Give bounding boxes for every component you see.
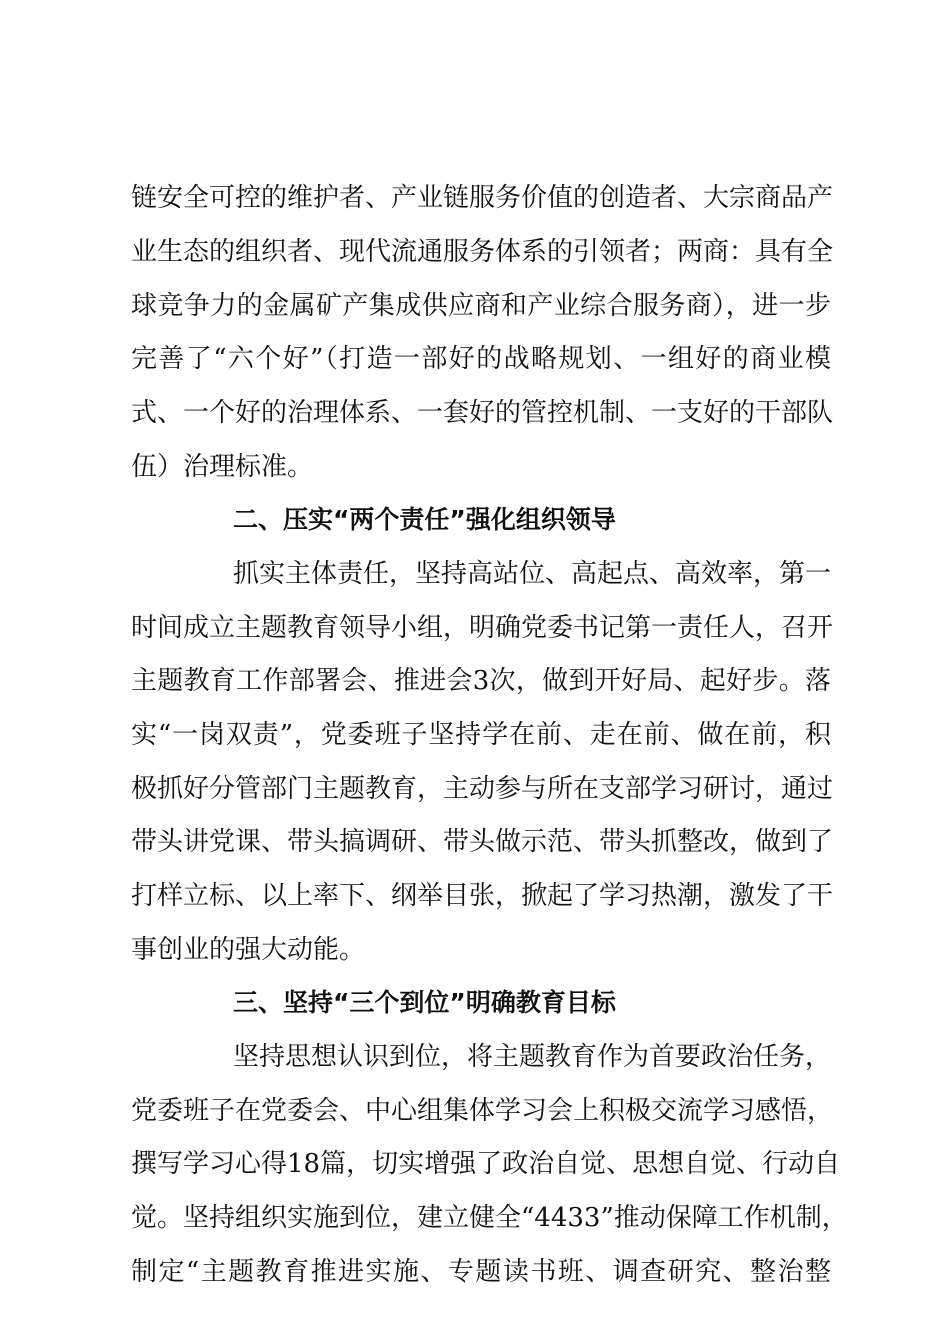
paragraph-2-line-3: 主题教育工作部署会、推进会3次，做到开好局、起好步。落 (131, 666, 831, 696)
paragraph-2-line-2: 时间成立主题教育领导小组，明确党委书记第一责任人，召开 (131, 613, 834, 643)
paragraph-1-line-3: 球竞争力的金属矿产集成供应商和产业综合服务商），进一步 (131, 291, 831, 321)
section-heading-2: 二、压实“两个责任”强化组织领导 (233, 505, 616, 534)
paragraph-1-line-5: 式、一个好的治理体系、一套好的管控机制、一支好的干部队 (131, 398, 834, 428)
paragraph-1-line-4: 完善了“六个好”（打造一部好的战略规划、一组好的商业模 (131, 344, 831, 374)
section-heading-3: 三、坚持“三个到位”明确教育目标 (233, 988, 616, 1017)
paragraph-3-line-3: 撰写学习心得18篇，切实增强了政治自觉、思想自觉、行动自 (131, 1149, 841, 1179)
paragraph-3-line-5: 制定“主题教育推进实施、专题读书班、调查研究、整治整 (131, 1257, 831, 1287)
paragraph-1-line-2: 业生态的组织者、现代流通服务体系的引领者；两商：具有全 (131, 237, 834, 267)
paragraph-3-line-1: 坚持思想认识到位，将主题教育作为首要政治任务， (233, 1042, 832, 1072)
paragraph-3-line-2: 党委班子在党委会、中心组集体学习会上积极交流学习感悟， (131, 1096, 834, 1126)
paragraph-1-line-1: 链安全可控的维护者、产业链服务价值的创造者、大宗商品产 (131, 183, 834, 213)
paragraph-1-line-6: 伍）治理标准。 (131, 452, 314, 482)
paragraph-2-line-1: 抓实主体责任，坚持高站位、高起点、高效率，第一 (233, 559, 832, 589)
paragraph-2-line-6: 带头讲党课、带头搞调研、带头做示范、带头抓整改，做到了 (131, 827, 834, 857)
paragraph-3-line-4: 觉。坚持组织实施到位，建立健全“4433”推动保障工作机制， (131, 1203, 848, 1233)
paragraph-2-line-8: 事创业的强大动能。 (131, 935, 366, 965)
paragraph-2-line-4: 实“一岗双责”，党委班子坚持学在前、走在前、做在前，积 (131, 720, 831, 750)
paragraph-2-line-7: 打样立标、以上率下、纲举目张，掀起了学习热潮，激发了干 (131, 881, 834, 911)
paragraph-2-line-5: 极抓好分管部门主题教育，主动参与所在支部学习研讨，通过 (131, 774, 834, 804)
